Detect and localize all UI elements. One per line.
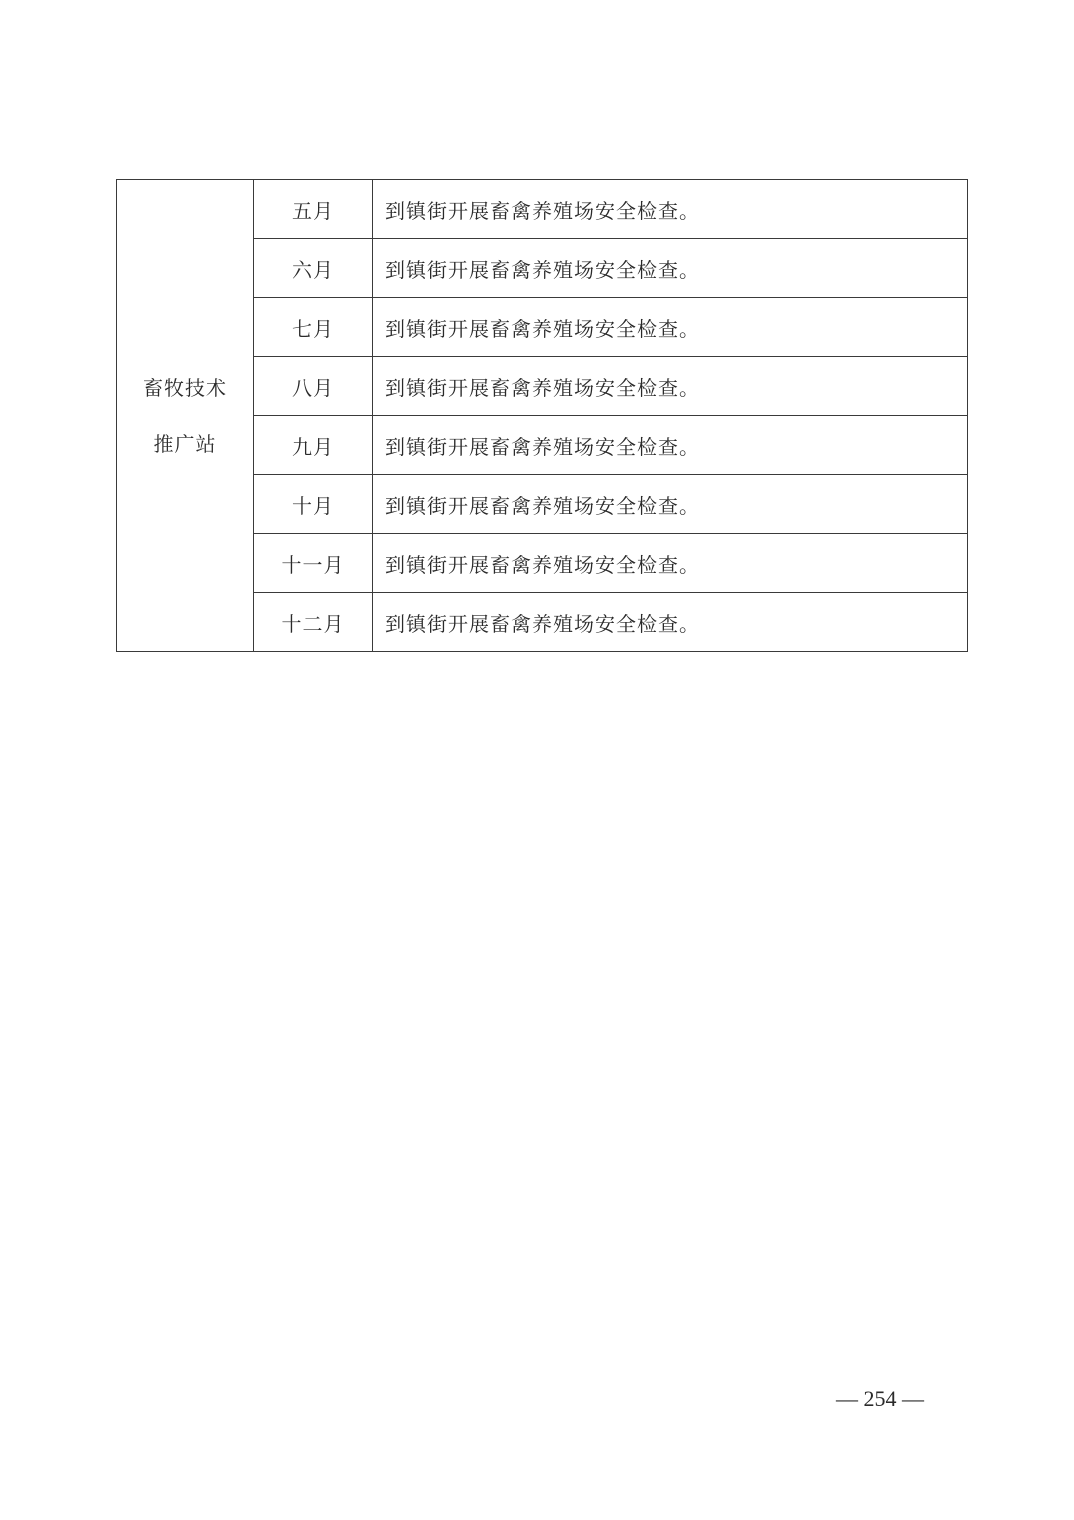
month-cell: 九月 bbox=[254, 416, 373, 475]
month-cell: 十二月 bbox=[254, 593, 373, 652]
task-cell: 到镇街开展畜禽养殖场安全检查。 bbox=[373, 357, 968, 416]
unit-name-line: 畜牧技术 bbox=[143, 375, 227, 400]
task-cell: 到镇街开展畜禽养殖场安全检查。 bbox=[373, 416, 968, 475]
month-cell: 十一月 bbox=[254, 534, 373, 593]
task-cell: 到镇街开展畜禽养殖场安全检查。 bbox=[373, 239, 968, 298]
task-cell: 到镇街开展畜禽养殖场安全检查。 bbox=[373, 298, 968, 357]
schedule-table bbox=[116, 179, 968, 652]
task-cell: 到镇街开展畜禽养殖场安全检查。 bbox=[373, 475, 968, 534]
month-cell: 六月 bbox=[254, 239, 373, 298]
month-cell: 十月 bbox=[254, 475, 373, 534]
month-cell: 八月 bbox=[254, 357, 373, 416]
task-cell: 到镇街开展畜禽养殖场安全检查。 bbox=[373, 534, 968, 593]
page-number: — 254 — bbox=[836, 1386, 924, 1411]
unit-cell bbox=[117, 180, 254, 652]
month-cell: 五月 bbox=[254, 180, 373, 239]
month-cell: 七月 bbox=[254, 298, 373, 357]
task-cell: 到镇街开展畜禽养殖场安全检查。 bbox=[373, 593, 968, 652]
unit-name-line: 推广站 bbox=[153, 431, 217, 456]
task-cell: 到镇街开展畜禽养殖场安全检查。 bbox=[373, 180, 968, 239]
table-row bbox=[117, 180, 968, 239]
